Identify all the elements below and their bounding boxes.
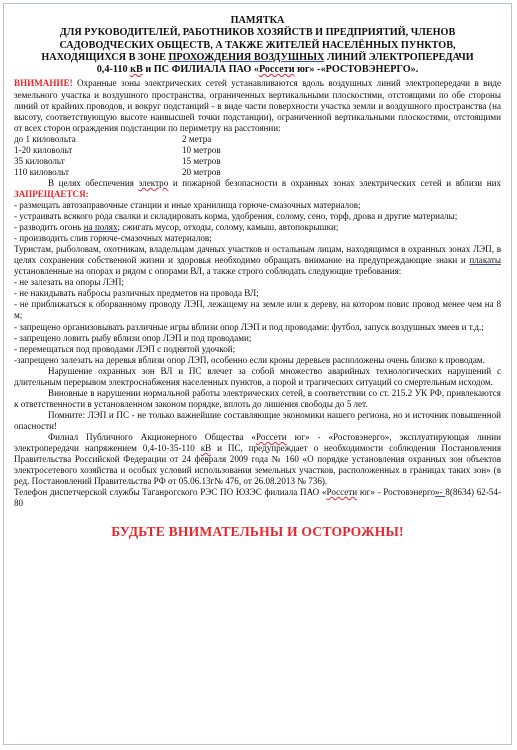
forbidden-intro: В целях обеспечения электро и пожарной безопасности в охранных зонах электрических сетей и вблизи них ЗАПРЕЩАЕТСЯ: bbox=[14, 177, 501, 199]
distance-table bbox=[14, 134, 501, 178]
distance-value: 2 метра bbox=[182, 133, 212, 144]
forbidden-item: - размещать автозаправочные станции и иные хранилища горюче-смазочных материалов; bbox=[14, 200, 361, 210]
distance-value: 10 метров bbox=[182, 144, 221, 155]
title-line-1: ПАМЯТКА bbox=[230, 15, 285, 26]
branch-paragraph: Филиал Публичного Акционерного Общества «Россети юг» - «Ростовэнерго», эксплуатирующая линии электропередачи напряжением 0,4-10-35-110 кВ и ПС, предупреждает о необходимости соблюдения Постановления Правительства Российской Федерации от 24 февраля 2009 года № 160 «О порядке установления охранных зон объектов электросетевого хозяйства и особых условий использования земельных участков, расположенных в границах таких зон» (в ред. Постановлений Правительства РФ от 05.06.13г№ 476, от 26.08.2013 № 736). bbox=[14, 431, 502, 487]
title-line-5: 0,4-110 кВ и ПС ФИЛИАЛА ПАО «Россети юг» -«РОСТОВЭНЕРГО». bbox=[96, 64, 419, 76]
requirement-item: -запрещено залезать на деревья вблизи опор ЛЭП, особенно если кроны деревьев расположены очень близко к проводам. bbox=[14, 354, 485, 365]
final-warning: БУДЬТЕ ВНИМАТЕЛЬНЫ И ОСТОРОЖНЫ! bbox=[111, 524, 404, 540]
remember-paragraph: Помните: ЛЭП и ПС - не только важнейшие составляющие экономики нашего региона, но и источник повышенной опасности! bbox=[14, 409, 501, 431]
warning-label: ВНИМАНИЕ! bbox=[14, 78, 73, 89]
title-line-4: НАХОДЯЩИХСЯ В ЗОНЕ ПРОХОЖДЕНИЯ ВОЗДУШНЫХ ЛИНИЙ ЭЛЕКТРОПЕРЕДАЧИ bbox=[41, 51, 474, 63]
distance-voltage: до 1 киловольта bbox=[14, 133, 76, 144]
distance-value: 15 метров bbox=[182, 155, 221, 166]
requirement-item: - запрещено организовывать различные игры вблизи опор ЛЭП и под проводами: футбол, запуск воздушных змеев и т.д.; bbox=[14, 321, 484, 332]
warning-paragraph: ВНИМАНИЕ! Охранные зоны электрических сетей устанавливаются вдоль воздушных линий электропередачи в виде земельного участка и воздушного пространства, ограниченных вертикальными плоскостями, отстоящими по обе стороны линий от крайних проводов, и вокруг подстанций - в виде части поверхности участка земли и воздушного пространства (на высоту, соответствующую высоте наивысшей точки подстанции), ограниченной вертикальными плоскостями, отстоящими от всех сторон ограждения подстанции по периметру на расстоянии: bbox=[14, 78, 501, 133]
distance-value: 20 метров bbox=[182, 166, 221, 177]
title-line-2: ДЛЯ РУКОВОДИТЕЛЕЙ, РАБОТНИКОВ ХОЗЯЙСТВ И ПРЕДПРИЯТИЙ, ЧЛЕНОВ bbox=[59, 27, 456, 39]
consequences-paragraph: Нарушение охранных зон ВЛ и ПС влечет за собой множество аварийных технологических нарушений с длительным перерывом электроснабжения населенных пунктов, а порой и трагических ситуаций со смертельным исходом. bbox=[14, 365, 501, 387]
distance-voltage: 110 киловольт bbox=[14, 166, 69, 177]
memo-title bbox=[14, 15, 501, 76]
forbidden-item: - разводить огонь на полях; сжигать мусор, отходы, солому, камыш, автопокрышки; bbox=[14, 222, 339, 233]
requirement-item: - не накидывать набросы различных предметов на провода ВЛ; bbox=[14, 288, 259, 299]
distance-voltage: 1-20 киловольт bbox=[14, 144, 73, 155]
phone-number: 8(8634) 62-54-80 bbox=[14, 487, 502, 509]
liability-paragraph: Виновные в нарушении нормальной работы электрических сетей, в соответствии со ст. 215.2 УК РФ, привлекаются к ответственности в установленном законом порядке, вплоть до лишения свободы до 5 лет. bbox=[14, 387, 501, 409]
forbidden-item: - устраивать всякого рода свалки и складировать корма, удобрения, солому, сено, торф, дрова и другие материалы; bbox=[14, 211, 458, 222]
tourists-paragraph: Туристам, рыболовам, охотникам, владельцам дачных участков и остальным лицам, находящимся в охранных зонах ЛЭП, в целях сохранения собственной жизни и здоровья необходимо обращать внимание на предупреждающие знаки и плакаты установленные на опорах и рядом с опорами ВЛ, а также строго соблюдать следующие требования: bbox=[14, 244, 501, 277]
requirement-item: - запрещено ловить рыбу вблизи опор ЛЭП и под проводами; bbox=[14, 332, 252, 343]
forbidden-label: ЗАПРЕЩАЕТСЯ: bbox=[14, 188, 89, 199]
requirement-item: - перемещаться под проводами ЛЭП с поднятой удочкой; bbox=[14, 343, 236, 354]
distance-voltage: 35 киловольт bbox=[14, 155, 65, 166]
requirement-item: - не залезать на опоры ЛЭП; bbox=[14, 277, 124, 288]
memo-page bbox=[3, 3, 512, 745]
phone-paragraph: Телефон диспетчерской службы Таганрогского РЭС ПО ЮЗЭС филиала ПАО «Россети юг» - Ростовэнерго»- 8(8634) 62-54-80 bbox=[14, 487, 502, 509]
requirement-item: - не приближаться к оборванному проводу ЛЭП, лежащему на земле или к дереву, на котором повис провод менее чем на 8 м; bbox=[14, 299, 501, 321]
forbidden-item: - производить слив горюче-смазочных материалов; bbox=[14, 233, 212, 244]
title-line-3: САДОВОДЧЕСКИХ ОБЩЕСТВ, А ТАКЖЕ ЖИТЕЛЕЙ НАСЕЛЁННЫХ ПУНКТОВ, bbox=[59, 39, 456, 51]
